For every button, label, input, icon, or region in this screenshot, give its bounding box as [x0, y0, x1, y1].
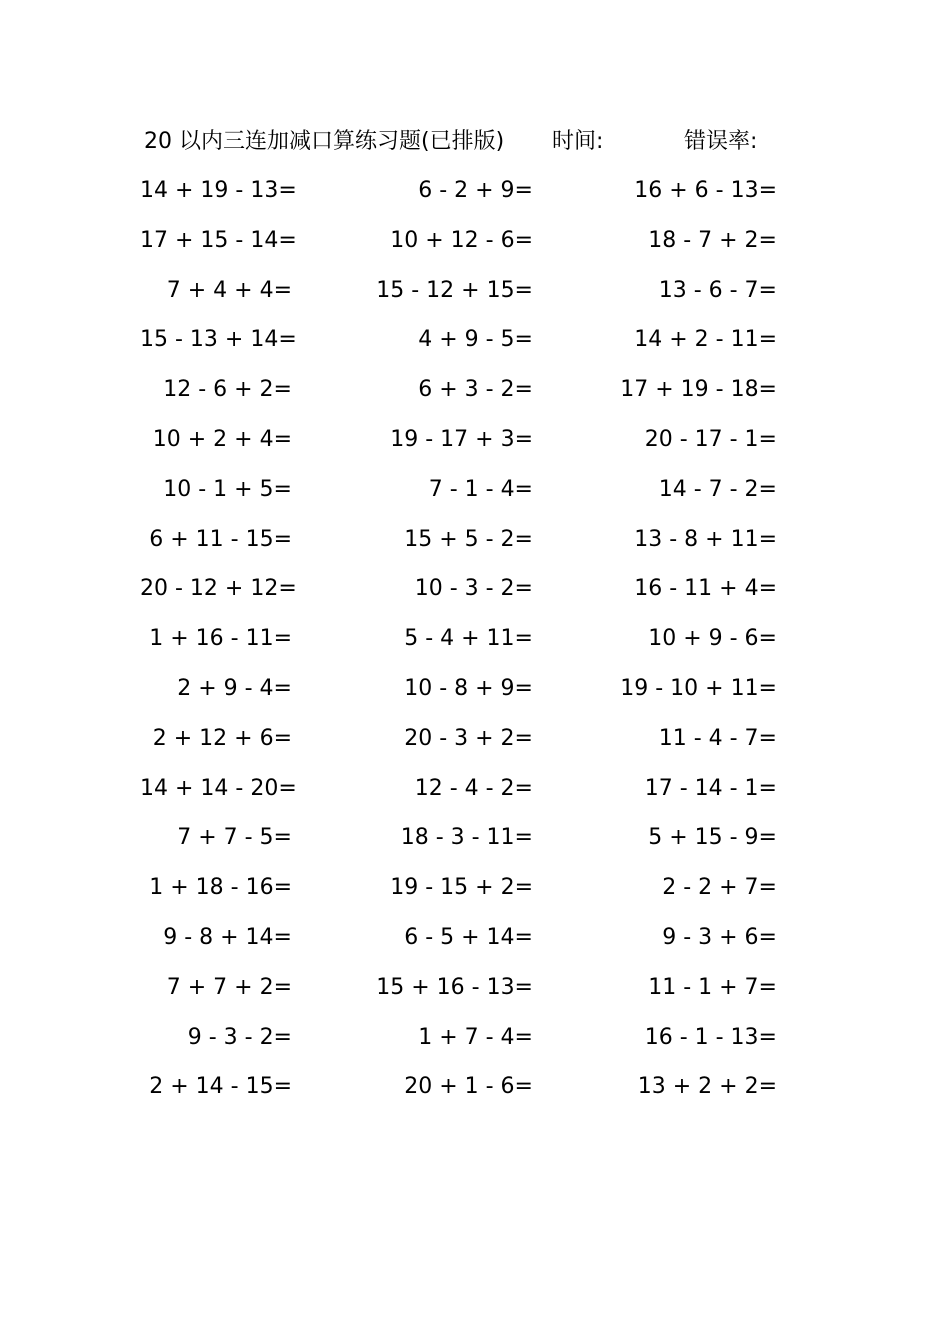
arithmetic-problem: 13 - 8 + 11=	[634, 526, 777, 552]
arithmetic-problem: 1 + 7 - 4=	[418, 1024, 533, 1050]
arithmetic-problem: 14 + 19 - 13=	[140, 178, 297, 203]
arithmetic-problem: 2 + 14 - 15=	[149, 1074, 292, 1100]
problem-row	[140, 1019, 800, 1069]
arithmetic-problem: 17 - 14 - 1=	[644, 775, 777, 801]
arithmetic-problem: 19 - 17 + 3=	[390, 426, 533, 452]
problem-row	[140, 770, 800, 820]
arithmetic-problem: 6 + 3 - 2=	[418, 377, 533, 403]
arithmetic-problem: 19 - 15 + 2=	[390, 875, 533, 901]
arithmetic-problem: 2 + 12 + 6=	[152, 725, 292, 751]
problem-row	[140, 720, 800, 770]
arithmetic-problem: 20 - 3 + 2=	[404, 725, 533, 751]
problem-row	[140, 819, 800, 869]
problem-row	[140, 471, 800, 521]
arithmetic-problem: 6 - 2 + 9=	[418, 178, 533, 203]
arithmetic-problem: 18 - 7 + 2=	[648, 227, 777, 253]
arithmetic-problem: 10 + 9 - 6=	[648, 626, 777, 652]
problem-row	[140, 371, 800, 421]
arithmetic-problem: 4 + 9 - 5=	[418, 327, 533, 353]
arithmetic-problem: 20 - 17 - 1=	[644, 426, 777, 452]
problem-row	[140, 521, 800, 571]
arithmetic-problem: 9 - 8 + 14=	[163, 924, 292, 950]
problem-row	[140, 919, 800, 969]
arithmetic-problem: 15 - 12 + 15=	[376, 277, 533, 303]
arithmetic-problem: 9 - 3 + 6=	[662, 924, 777, 950]
arithmetic-problem: 15 + 5 - 2=	[404, 526, 533, 552]
arithmetic-problem: 16 + 6 - 13=	[634, 178, 777, 203]
arithmetic-problem: 10 + 2 + 4=	[152, 426, 292, 452]
arithmetic-problem: 16 - 11 + 4=	[634, 576, 777, 602]
arithmetic-problem: 15 + 16 - 13=	[376, 974, 533, 1000]
arithmetic-problem: 2 + 9 - 4=	[177, 675, 292, 701]
arithmetic-problem: 1 + 18 - 16=	[149, 875, 292, 901]
arithmetic-problem: 17 + 19 - 18=	[620, 377, 777, 403]
problem-row	[140, 321, 800, 371]
arithmetic-problem: 6 + 11 - 15=	[149, 526, 292, 552]
worksheet-title: 20 以内三连加减口算练习题(已排版)	[144, 129, 505, 154]
arithmetic-problem: 2 - 2 + 7=	[662, 875, 777, 901]
arithmetic-problem: 10 + 12 - 6=	[390, 227, 533, 253]
arithmetic-problem: 20 + 1 - 6=	[404, 1074, 533, 1100]
arithmetic-problem: 14 + 2 - 11=	[634, 327, 777, 353]
arithmetic-problem: 9 - 3 - 2=	[187, 1024, 292, 1050]
arithmetic-problem: 14 - 7 - 2=	[658, 476, 777, 502]
worksheet-header	[144, 124, 804, 160]
problem-row	[140, 1068, 800, 1118]
arithmetic-problem: 10 - 1 + 5=	[163, 476, 292, 502]
arithmetic-problem: 18 - 3 - 11=	[400, 825, 533, 851]
arithmetic-problem: 15 - 13 + 14=	[140, 327, 297, 353]
arithmetic-problem: 16 - 1 - 13=	[644, 1024, 777, 1050]
problem-row	[140, 969, 800, 1019]
arithmetic-problem: 1 + 16 - 11=	[149, 626, 292, 652]
arithmetic-problem: 7 + 7 - 5=	[177, 825, 292, 851]
arithmetic-problem: 5 + 15 - 9=	[648, 825, 777, 851]
problem-row	[140, 620, 800, 670]
arithmetic-problem: 12 - 6 + 2=	[163, 377, 292, 403]
problem-row	[140, 570, 800, 620]
problem-row	[140, 272, 800, 322]
arithmetic-problem: 5 - 4 + 11=	[404, 626, 533, 652]
arithmetic-problem: 11 - 1 + 7=	[648, 974, 777, 1000]
arithmetic-problem: 7 - 1 - 4=	[428, 476, 533, 502]
problem-row	[140, 222, 800, 272]
arithmetic-problem: 14 + 14 - 20=	[140, 775, 297, 801]
error-rate-label: 错误率:	[684, 129, 758, 154]
arithmetic-problem: 7 + 7 + 2=	[166, 974, 292, 1000]
arithmetic-problem: 13 + 2 + 2=	[637, 1074, 777, 1100]
problem-grid	[140, 172, 800, 1118]
arithmetic-problem: 13 - 6 - 7=	[658, 277, 777, 303]
problem-row	[140, 869, 800, 919]
arithmetic-problem: 19 - 10 + 11=	[620, 675, 777, 701]
arithmetic-problem: 10 - 8 + 9=	[404, 675, 533, 701]
arithmetic-problem: 10 - 3 - 2=	[414, 576, 533, 602]
arithmetic-problem: 6 - 5 + 14=	[404, 924, 533, 950]
arithmetic-problem: 12 - 4 - 2=	[414, 775, 533, 801]
arithmetic-problem: 7 + 4 + 4=	[166, 277, 292, 303]
problem-row	[140, 670, 800, 720]
problem-row	[140, 421, 800, 471]
arithmetic-problem: 17 + 15 - 14=	[140, 227, 297, 253]
time-label: 时间:	[552, 129, 604, 154]
problem-row	[140, 172, 800, 222]
arithmetic-problem: 20 - 12 + 12=	[140, 576, 297, 602]
arithmetic-problem: 11 - 4 - 7=	[658, 725, 777, 751]
